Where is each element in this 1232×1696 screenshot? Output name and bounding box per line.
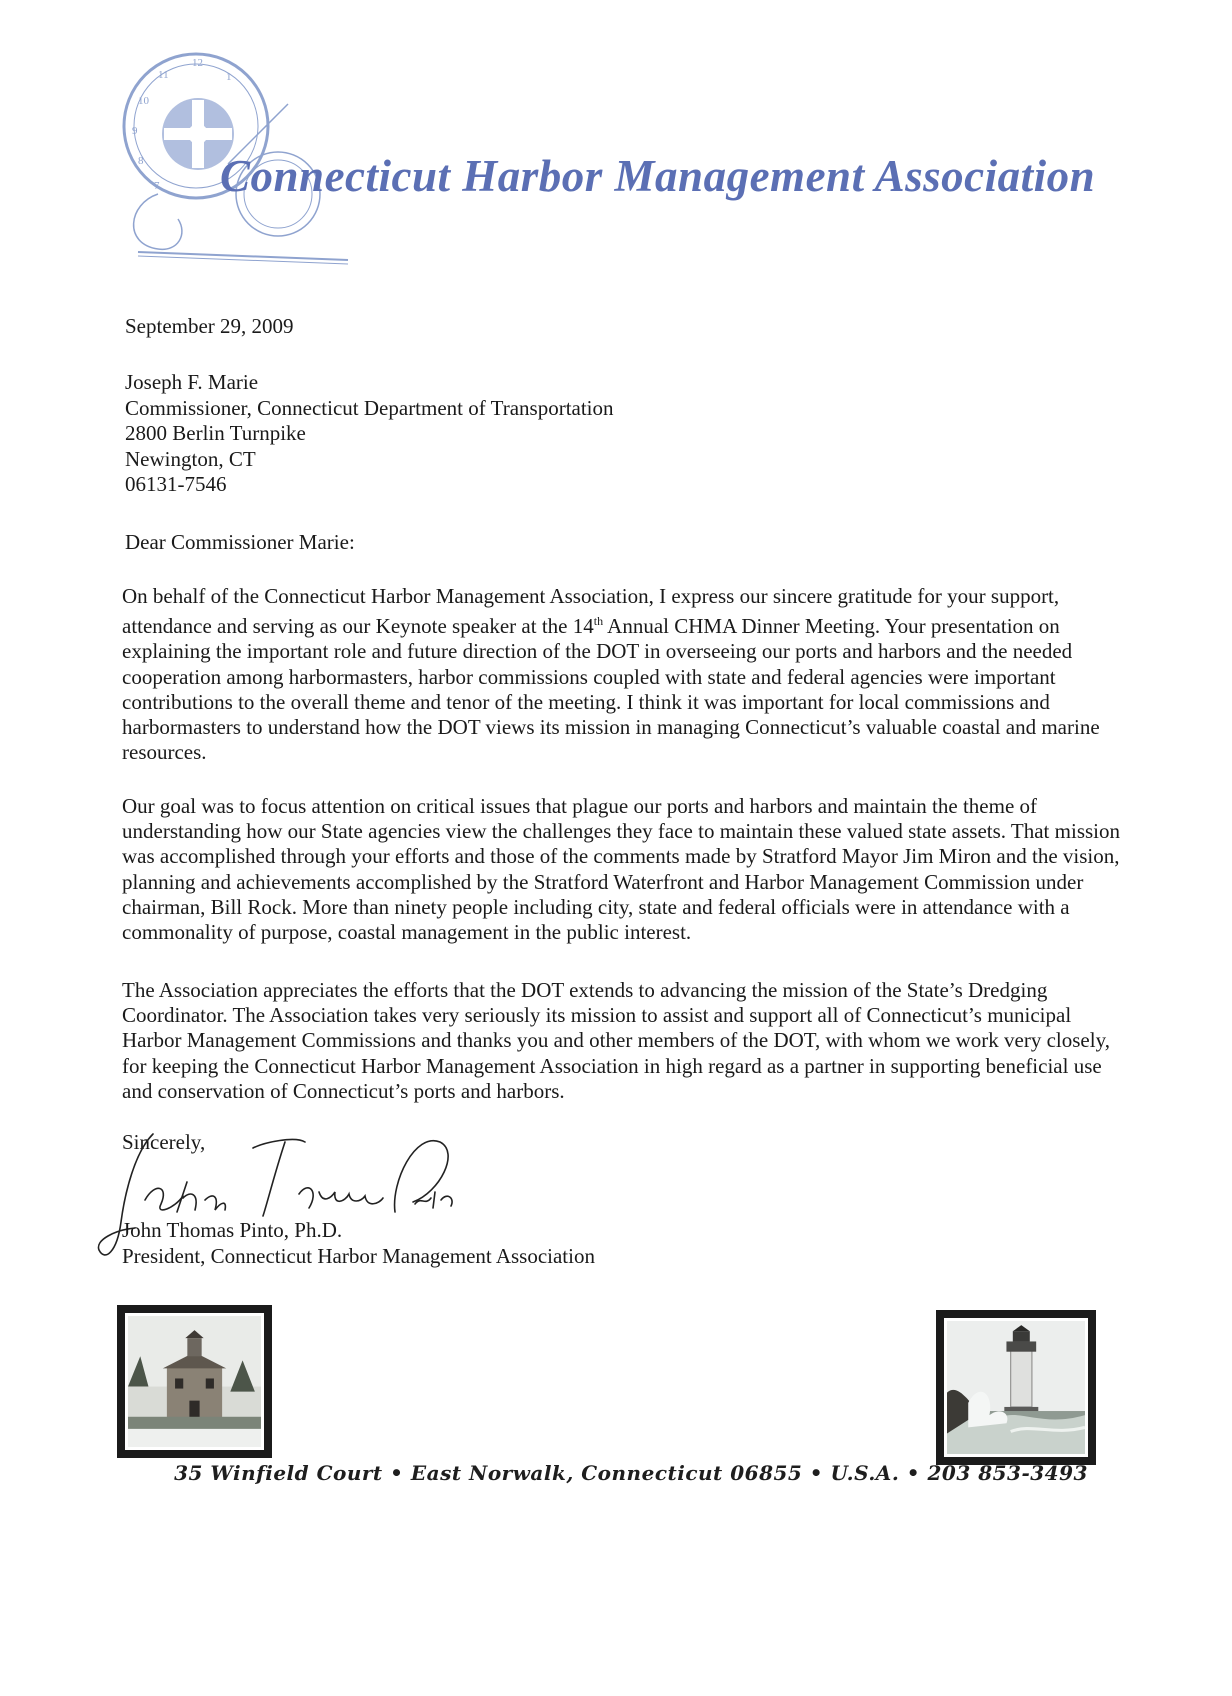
lighthouse-waves-photo-icon [936,1310,1096,1465]
svg-text:1: 1 [226,71,232,83]
lighthouse-building-photo-icon [117,1305,272,1458]
letter-date: September 29, 2009 [125,314,294,338]
signer-name: John Thomas Pinto, Ph.D. [122,1218,343,1242]
recipient-address-block [125,370,614,498]
signer-title: President, Connecticut Harbor Management Association [122,1244,595,1268]
svg-text:10: 10 [138,95,149,107]
paragraph-1-text-b: Annual CHMA Dinner Meeting. Your presentation on explaining the important role and future direction of the DOT in overseeing our ports and harbors and the needed cooperation among harbormasters, harbor commissions coupled with state and federal agencies were important contributions to the overall theme and tenor of the meeting. I think it was important for local commissions and harbormasters to understand how the DOT views its mission in managing Connecticut’s valuable coastal and marine resources. [122,614,1100,765]
svg-text:7: 7 [154,180,160,192]
recipient-street: 2800 Berlin Turnpike [125,421,306,445]
body-paragraph-1 [122,584,1122,765]
svg-text:8: 8 [138,155,144,167]
svg-text:12: 12 [192,57,203,69]
ordinal-superscript: th [593,614,604,629]
recipient-title: Commissioner, Connecticut Department of Transportation [125,395,614,420]
salutation: Dear Commissioner Marie: [125,530,355,554]
body-paragraph-2: Our goal was to focus attention on critical issues that plague our ports and harbors and maintain the theme of understanding how our State agencies view the challenges they face to maintain these valued state assets. That mission was accomplished through your efforts and those of the comments made by Stratford Mayor Jim Miron and the vision, planning and achievements accomplished by the Stratford Waterfront and Harbor Management Commission under chairman, Bill Rock. More than ninety people including city, state and federal officials were in attendance with a commonality of purpose, coastal management in the public interest. [122,794,1120,945]
closing: Sincerely, [122,1130,206,1154]
paragraph-1-text-a: On behalf of the Connecticut Harbor Management Association, I express our sincere gratitude for your support, attendance and serving as our Keynote speaker at the 14 [122,584,1060,639]
recipient-zip: 06131-7546 [125,472,227,496]
organization-title: Connecticut Harbor Management Association [220,151,1096,201]
body-paragraph-3: The Association appreciates the efforts that the DOT extends to advancing the mission of the State’s Dredging Coordinator. The Association takes very seriously its mission to assist and support all of Connecticut’s municipal Harbor Management Commissions and thanks you and other members of the DOT, with whom we work very closely, for keeping the Connecticut Harbor Management Association in high regard as a partner in supporting beneficial use and conservation of Connecticut’s ports and harbors. [122,978,1110,1103]
svg-text:9: 9 [132,125,138,137]
recipient-name: Joseph F. Marie [125,370,259,394]
recipient-city: Newington, CT [125,446,256,471]
footer-address: 35 Winfield Court • East Norwalk, Connecticut 06855 • U.S.A. • 203 853-3493 [174,1461,1088,1485]
svg-text:11: 11 [158,69,169,81]
